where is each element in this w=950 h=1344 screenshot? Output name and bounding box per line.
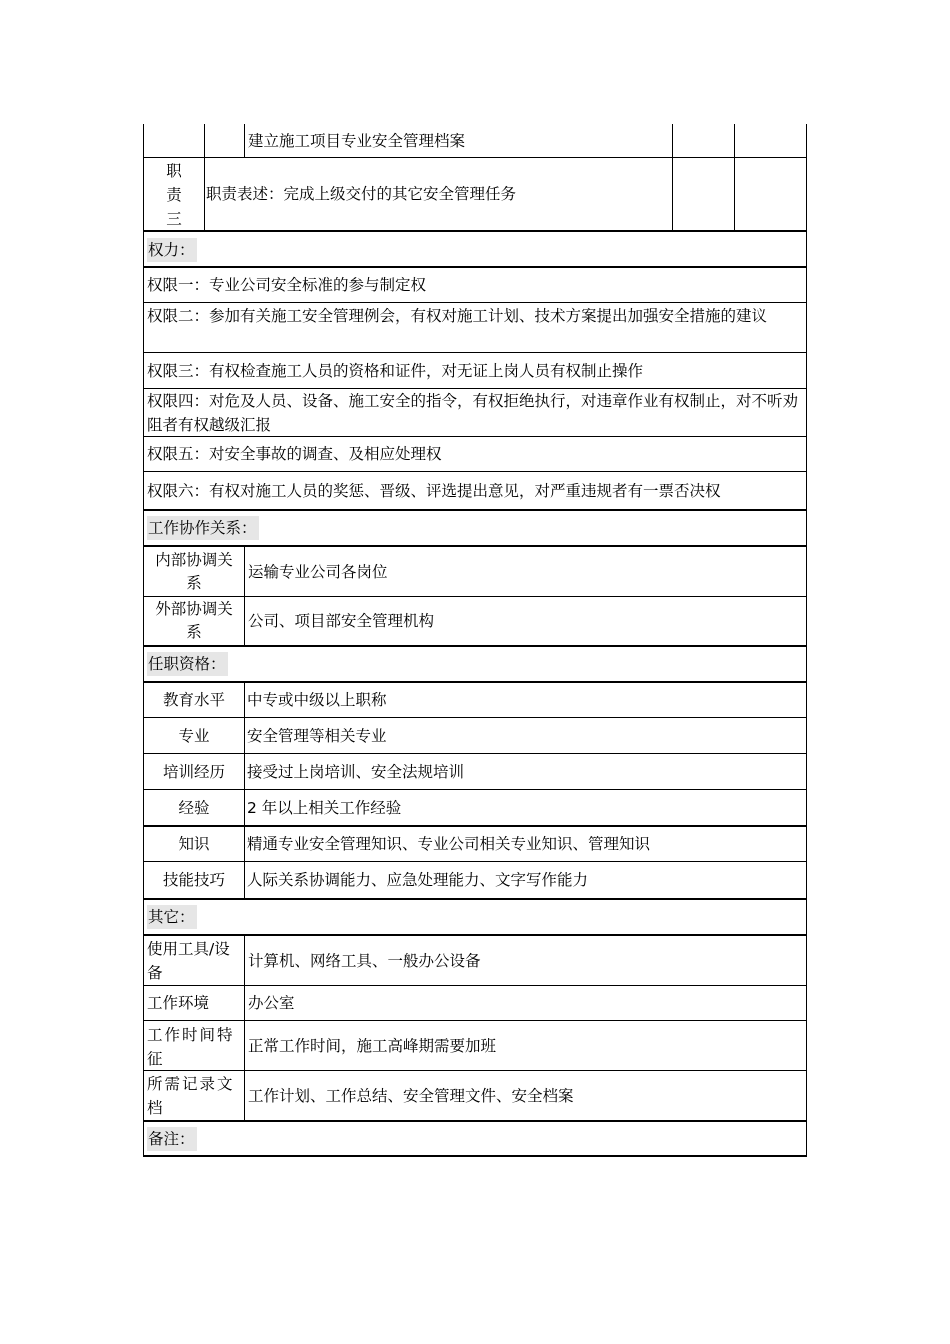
duty-three-description: 职责表述：完成上级交付的其它安全管理任务: [206, 185, 517, 203]
table-cell: 技能技巧: [162, 871, 225, 889]
table-rule: [244, 827, 245, 861]
section-heading-text: 其它：: [147, 905, 197, 929]
table-rule: [143, 1155, 807, 1157]
table-rule: [244, 1071, 245, 1120]
table-cell: 人际关系协调能力、应急处理能力、文字写作能力: [247, 871, 589, 889]
other-row: [143, 986, 807, 1020]
table-cell: 中专或中级以上职称: [247, 691, 387, 709]
table-rule: [244, 936, 245, 985]
table-cell: 专业: [178, 726, 210, 745]
authority-item: [143, 268, 807, 302]
qualification-row: [143, 683, 807, 717]
table-rule: [244, 718, 245, 753]
cooperation-row: [143, 547, 807, 596]
table-cell: 接受过上岗培训、安全法规培训: [247, 762, 465, 781]
section-heading-text: 备注：: [147, 1127, 197, 1151]
section-heading-text: 权力：: [147, 238, 197, 262]
other-row: [143, 936, 807, 985]
table-rule: [204, 124, 205, 158]
table-rule: [734, 158, 735, 231]
table-cell: 权限三：有权检查施工人员的资格和证件，对无证上岗人员有权制止操作: [147, 361, 644, 380]
table-rule: [244, 986, 245, 1020]
other-row: [143, 1071, 807, 1120]
qualification-row: [143, 754, 807, 789]
table-cell: 权限四：对危及人员、设备、施工安全的指令，有权拒绝执行，对违章作业有权制止，对不听劝阻者有权越级汇报: [147, 392, 799, 434]
table-cell: 工作计划、工作总结、安全管理文件、安全档案: [248, 1086, 574, 1105]
table-cell: 正常工作时间，施工高峰期需要加班: [248, 1036, 497, 1055]
qualifications-heading: [144, 647, 804, 681]
table-rule: [204, 158, 205, 231]
table-cell: 使用工具/设备: [147, 940, 230, 982]
table-cell: 外部协调关系: [155, 600, 233, 641]
table-cell: 安全管理等相关专业: [247, 726, 387, 745]
table-rule: [734, 124, 735, 158]
authority-item: [143, 437, 807, 471]
table-cell: 教育水平: [162, 691, 225, 709]
authority-header-row: [143, 232, 807, 267]
table-cell: 内部协调关系: [155, 550, 233, 592]
cooperation-heading: [144, 511, 804, 545]
other-row: [143, 1021, 807, 1070]
duty-three-row: [143, 158, 807, 231]
table-cell: 所需记录文档: [147, 1075, 235, 1117]
table-rule: [244, 862, 245, 898]
table-rule: [244, 597, 245, 645]
qualification-row: [143, 827, 807, 861]
table-cell: 工作环境: [147, 994, 210, 1012]
duty-task-text: 建立施工项目专业安全管理档案: [248, 132, 466, 150]
authority-item: [143, 303, 807, 352]
table-rule: [244, 683, 245, 717]
table-rule: [244, 1021, 245, 1070]
table-cell: 2 年以上相关工作经验: [247, 798, 402, 817]
table-rule: [244, 547, 245, 596]
table-cell: 工作时间特征: [147, 1026, 235, 1068]
table-cell: 权限六：有权对施工人员的奖惩、晋级、评选提出意见，对严重违规者有一票否决权: [147, 481, 721, 500]
table-cell: 办公室: [248, 994, 295, 1012]
table-cell: 精通专业安全管理知识、专业公司相关专业知识、管理知识: [247, 835, 651, 853]
qualification-row: [143, 862, 807, 898]
table-rule: [672, 158, 673, 231]
table-cell: 培训经历: [162, 762, 225, 781]
qualification-row: [143, 790, 807, 825]
duty-three-label: 职 责 三: [166, 161, 182, 228]
remarks-row: [143, 1122, 807, 1155]
table-rule: [244, 754, 245, 789]
table-cell: 权限一：专业公司安全标准的参与制定权: [147, 276, 427, 294]
other-heading: [144, 900, 804, 934]
authority-heading: [144, 232, 804, 267]
authority-item: [143, 472, 807, 509]
other-header-row: [143, 900, 807, 934]
table-cell: 公司、项目部安全管理机构: [248, 612, 435, 630]
cooperation-header-row: [143, 511, 807, 545]
table-cell: 经验: [178, 798, 210, 817]
table-cell: 计算机、网络工具、一般办公设备: [248, 951, 481, 970]
section-heading-text: 工作协作关系：: [147, 516, 259, 540]
table-rule: [244, 124, 245, 158]
cooperation-row: [143, 597, 807, 645]
authority-item: [143, 389, 807, 436]
authority-item: [143, 353, 807, 388]
table-cell: 知识: [178, 835, 210, 853]
section-heading-text: 任职资格：: [147, 652, 228, 676]
duty-task-row: [143, 124, 807, 158]
qualifications-header-row: [143, 647, 807, 681]
table-cell: 运输专业公司各岗位: [248, 562, 388, 581]
table-cell: 权限五：对安全事故的调查、及相应处理权: [147, 445, 442, 463]
table-rule: [672, 124, 673, 158]
qualification-row: [143, 718, 807, 753]
table-rule: [244, 790, 245, 825]
table-cell: 权限二：参加有关施工安全管理例会，有权对施工计划、技术方案提出加强安全措施的建议: [147, 307, 768, 325]
remarks-heading: [144, 1122, 804, 1155]
